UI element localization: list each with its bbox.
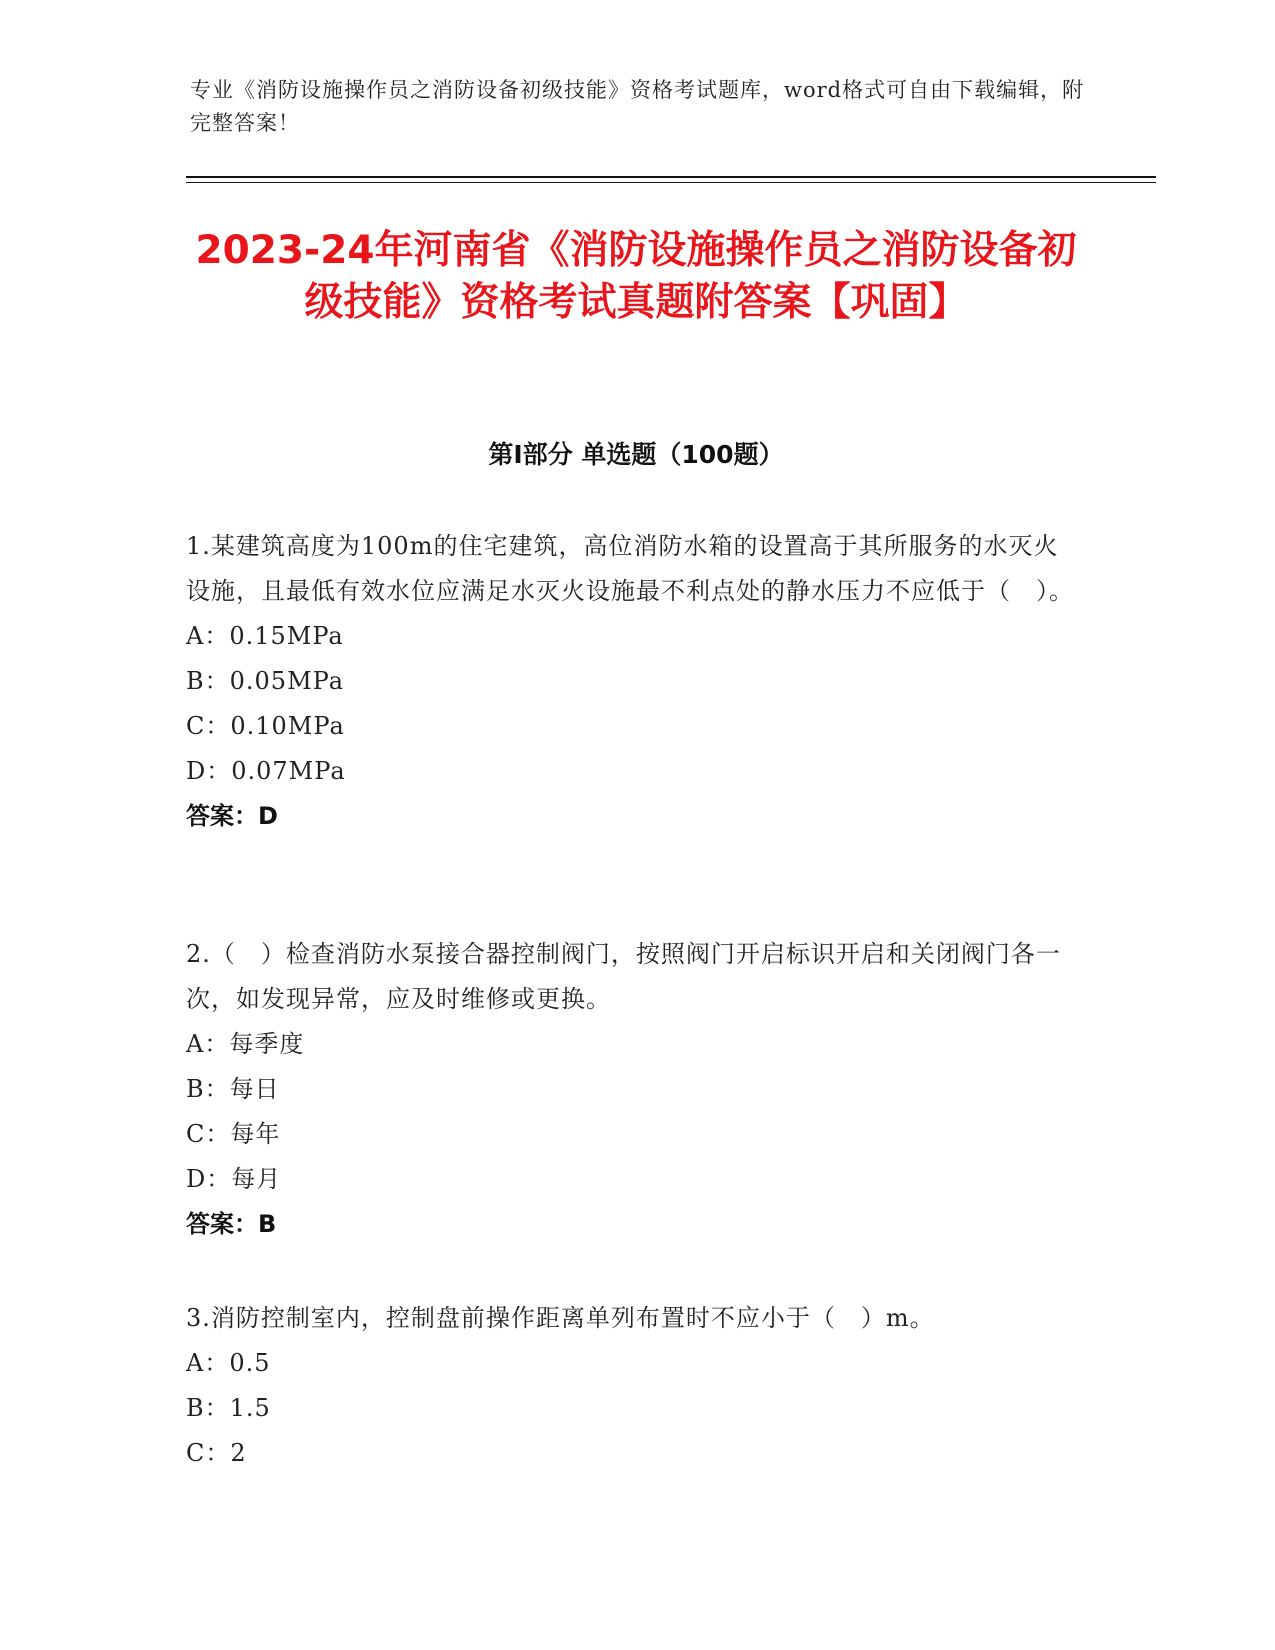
option-a: A：每季度: [186, 1030, 305, 1058]
option-c: C：每年: [186, 1120, 281, 1148]
option-b: B：1.5: [186, 1394, 271, 1422]
header-rule-thick: [186, 176, 1156, 178]
question-stem: 1.某建筑高度为100m的住宅建筑，高位消防水箱的设置高于其所服务的水灭火设施，且最低有效水位应满足水灭火设施最不利点处的静水压力不应低于（ ）。: [186, 532, 1074, 605]
question-stem: 3.消防控制室内，控制盘前操作距离单列布置时不应小于（ ）m。: [186, 1304, 935, 1332]
option-c: C：2: [186, 1439, 247, 1467]
question-2: [186, 932, 1076, 1247]
document-title: 2023-24年河南省《消防设施操作员之消防设备初级技能》资格考试真题附答案【巩固】: [195, 228, 1077, 325]
option-d: D：0.07MPa: [186, 757, 346, 785]
option-c: C：0.10MPa: [186, 712, 345, 740]
question-3: [186, 1296, 1076, 1476]
question-stem: 2.（ ）检查消防水泵接合器控制阀门，按照阀门开启标识开启和关闭阀门各一次，如发现异常，应及时维修或更换。: [186, 940, 1061, 1013]
option-a: A：0.15MPa: [186, 622, 344, 650]
header-rule-thin: [186, 182, 1156, 183]
option-b: B：0.05MPa: [186, 667, 345, 695]
header-note: 专业《消防设施操作员之消防设备初级技能》资格考试题库，word格式可自由下载编辑，附完整答案！: [190, 78, 1085, 135]
section-heading: 第I部分 单选题（100题）: [488, 440, 784, 469]
option-d: D：每月: [186, 1165, 282, 1193]
answer-label: 答案：D: [186, 802, 278, 830]
answer-label: 答案：B: [186, 1210, 277, 1238]
question-1: [186, 524, 1076, 839]
option-b: B：每日: [186, 1075, 280, 1103]
option-a: A：0.5: [186, 1349, 271, 1377]
